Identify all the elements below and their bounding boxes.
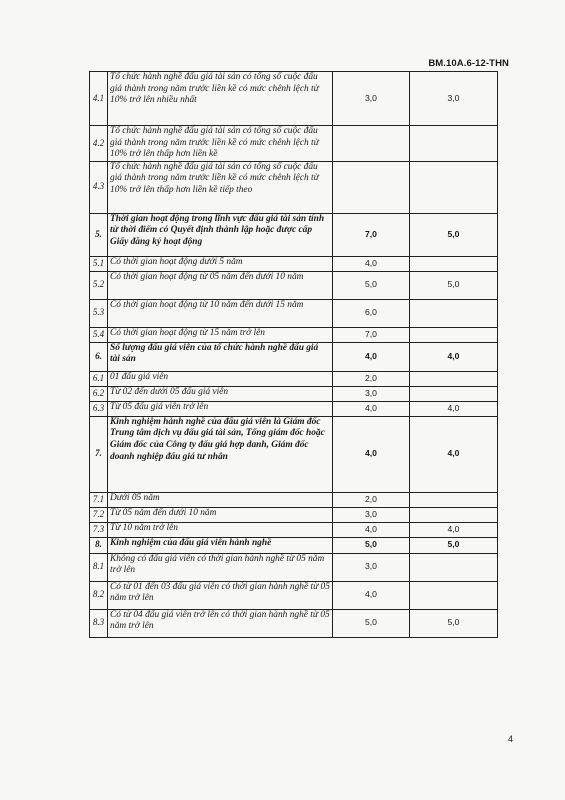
table-row bbox=[90, 507, 498, 522]
row-number: 7.3 bbox=[90, 522, 108, 537]
max-score bbox=[333, 161, 410, 213]
evaluation-table bbox=[89, 71, 498, 638]
max-score: 4,0 bbox=[333, 401, 410, 416]
table-row bbox=[90, 553, 498, 581]
max-score: 5,0 bbox=[333, 537, 410, 553]
row-number: 8.1 bbox=[90, 553, 108, 581]
table-row bbox=[90, 72, 498, 126]
row-number: 6.3 bbox=[90, 401, 108, 416]
criterion-text: Từ 02 đến dưới 05 đấu giá viên bbox=[108, 386, 333, 401]
awarded-score bbox=[410, 581, 498, 609]
criterion-text: Có thời gian hoạt động từ 05 năm đến dưới 10 năm bbox=[108, 271, 333, 299]
criterion-text: Có thời gian hoạt động dưới 5 năm bbox=[108, 256, 333, 271]
criterion-text: Có thời gian hoạt động từ 15 năm trở lên bbox=[108, 327, 333, 342]
awarded-score bbox=[410, 299, 498, 327]
criterion-text: Tổ chức hành nghề đấu giá tài sản có tổng số cuộc đấu giá thành trong năm trước liền kề có mức chênh lệch từ 10% trở lên thấp hơn liền kề tiếp theo bbox=[108, 161, 333, 213]
max-score: 2,0 bbox=[333, 492, 410, 507]
table-row bbox=[90, 401, 498, 416]
table-row bbox=[90, 416, 498, 492]
max-score: 2,0 bbox=[333, 371, 410, 386]
awarded-score bbox=[410, 492, 498, 507]
awarded-score: 5,0 bbox=[410, 271, 498, 299]
table-row bbox=[90, 371, 498, 386]
max-score: 4,0 bbox=[333, 522, 410, 537]
awarded-score: 5,0 bbox=[410, 213, 498, 256]
table-row bbox=[90, 213, 498, 256]
row-number: 7. bbox=[90, 416, 108, 492]
table-row bbox=[90, 271, 498, 299]
table-row bbox=[90, 386, 498, 401]
awarded-score bbox=[410, 327, 498, 342]
row-number: 4.1 bbox=[90, 72, 108, 126]
row-number: 6. bbox=[90, 342, 108, 371]
awarded-score bbox=[410, 256, 498, 271]
table-row bbox=[90, 581, 498, 609]
max-score: 3,0 bbox=[333, 553, 410, 581]
max-score: 7,0 bbox=[333, 327, 410, 342]
table-row bbox=[90, 256, 498, 271]
criterion-text: Tổ chức hành nghề đấu giá tài sản có tổng số cuộc đấu giá thành trong năm trước liền kề có mức chênh lệch từ 10% trở lên nhiều nhất bbox=[108, 72, 333, 126]
page-number: 4 bbox=[507, 734, 513, 744]
table-row bbox=[90, 126, 498, 162]
awarded-score: 5,0 bbox=[410, 609, 498, 637]
table-row bbox=[90, 161, 498, 213]
criterion-text: Từ 05 đấu giá viên trở lên bbox=[108, 401, 333, 416]
max-score: 4,0 bbox=[333, 342, 410, 371]
max-score: 4,0 bbox=[333, 416, 410, 492]
row-number: 7.1 bbox=[90, 492, 108, 507]
table-row bbox=[90, 522, 498, 537]
criterion-text: Kinh nghiệm của đấu giá viên hành nghề bbox=[108, 537, 333, 553]
criterion-text: Có từ 01 đến 03 đấu giá viên có thời gian hành nghề từ 05 năm trở lên bbox=[108, 581, 333, 609]
criterion-text: Kinh nghiệm hành nghề của đấu giá viên là Giám đốc Trung tâm dịch vụ đấu giá tài sản, Tổng giám đốc hoặc Giám đốc của Công ty đấu giá hợp danh, Giám đốc doanh nghiệp đấu giá tư nhân bbox=[108, 416, 333, 492]
awarded-score bbox=[410, 507, 498, 522]
awarded-score: 4,0 bbox=[410, 522, 498, 537]
row-number: 4.3 bbox=[90, 161, 108, 213]
table-body bbox=[90, 72, 498, 638]
max-score: 4,0 bbox=[333, 581, 410, 609]
row-number: 5.3 bbox=[90, 299, 108, 327]
row-number: 8.2 bbox=[90, 581, 108, 609]
max-score: 5,0 bbox=[333, 609, 410, 637]
criterion-text: Dưới 05 năm bbox=[108, 492, 333, 507]
table-row bbox=[90, 342, 498, 371]
table-row bbox=[90, 299, 498, 327]
row-number: 5.2 bbox=[90, 271, 108, 299]
criterion-text: Từ 05 năm đến dưới 10 năm bbox=[108, 507, 333, 522]
criterion-text: Thời gian hoạt động trong lĩnh vực đấu giá tài sản tính từ thời điểm có Quyết định thành lập hoặc được cấp Giấy đăng ký hoạt động bbox=[108, 213, 333, 256]
awarded-score bbox=[410, 126, 498, 162]
row-number: 8. bbox=[90, 537, 108, 553]
document-code: BM.10A.6-12-THN bbox=[428, 58, 509, 69]
table-row bbox=[90, 609, 498, 637]
criterion-text: Không có đấu giá viên có thời gian hành nghề từ 05 năm trở lên bbox=[108, 553, 333, 581]
awarded-score: 4,0 bbox=[410, 401, 498, 416]
max-score: 7,0 bbox=[333, 213, 410, 256]
max-score: 5,0 bbox=[333, 271, 410, 299]
row-number: 5.4 bbox=[90, 327, 108, 342]
max-score: 6,0 bbox=[333, 299, 410, 327]
row-number: 5. bbox=[90, 213, 108, 256]
table-row bbox=[90, 537, 498, 553]
awarded-score bbox=[410, 386, 498, 401]
criterion-text: Có từ 04 đấu giá viên trở lên có thời gian hành nghề từ 05 năm trở lên bbox=[108, 609, 333, 637]
row-number: 5.1 bbox=[90, 256, 108, 271]
awarded-score: 4,0 bbox=[410, 342, 498, 371]
row-number: 6.1 bbox=[90, 371, 108, 386]
awarded-score bbox=[410, 371, 498, 386]
awarded-score bbox=[410, 553, 498, 581]
row-number: 4.2 bbox=[90, 126, 108, 162]
awarded-score: 3,0 bbox=[410, 72, 498, 126]
criterion-text: Tổ chức hành nghề đấu giá tài sản có tổng số cuộc đấu giá thành trong năm trước liền kề có mức chênh lệch từ 10% trở lên thấp hơn liền kề bbox=[108, 126, 333, 162]
row-number: 7.2 bbox=[90, 507, 108, 522]
awarded-score: 5,0 bbox=[410, 537, 498, 553]
criterion-text: Số lượng đấu giá viên của tổ chức hành nghề đấu giá tài sản bbox=[108, 342, 333, 371]
max-score: 3,0 bbox=[333, 507, 410, 522]
max-score: 3,0 bbox=[333, 386, 410, 401]
criterion-text: Có thời gian hoạt động từ 10 năm đến dưới 15 năm bbox=[108, 299, 333, 327]
row-number: 6.2 bbox=[90, 386, 108, 401]
max-score: 4,0 bbox=[333, 256, 410, 271]
max-score bbox=[333, 126, 410, 162]
awarded-score bbox=[410, 161, 498, 213]
criterion-text: 01 đấu giá viên bbox=[108, 371, 333, 386]
table-row bbox=[90, 327, 498, 342]
max-score: 3,0 bbox=[333, 72, 410, 126]
row-number: 8.3 bbox=[90, 609, 108, 637]
awarded-score: 4,0 bbox=[410, 416, 498, 492]
table-row bbox=[90, 492, 498, 507]
criterion-text: Từ 10 năm trở lên bbox=[108, 522, 333, 537]
